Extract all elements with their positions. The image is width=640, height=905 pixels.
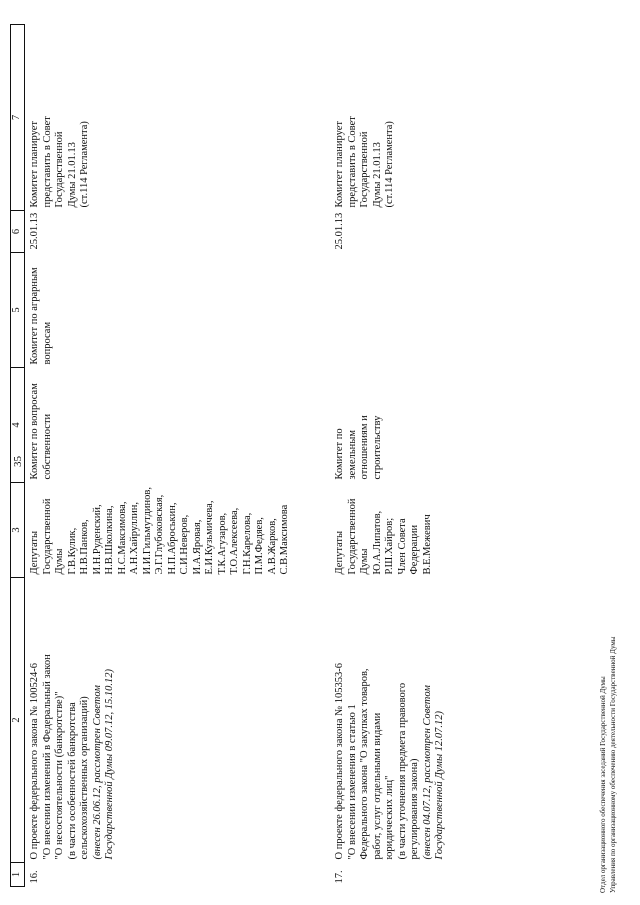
co-executor-committee: [25, 253, 331, 368]
author-line: Э.Г.Глубоковская,: [154, 494, 165, 575]
author-line: А.Н.Хайруллин,: [129, 501, 140, 575]
author-line: Н.В.Школкина,: [104, 505, 115, 575]
author-line: Г.В.Кулик,: [66, 527, 78, 575]
desc-line: (в части особенностей банкротства: [66, 702, 78, 860]
desc-line: О проекте федерального закона № 105353-6: [334, 662, 345, 860]
desc-line: сельскохозяйственных организаций): [79, 696, 90, 860]
note-line: представить в Совет: [41, 116, 53, 208]
header-cell: 3: [11, 483, 25, 578]
author-line: Н.П.Аброськин,: [166, 502, 178, 575]
author-line: И.И.Гильмутдинов,: [141, 487, 153, 575]
date-cell: 25.01.13: [334, 212, 345, 250]
desc-line: "О несостоятельности (банкротстве)": [54, 691, 65, 860]
bills-table: [10, 24, 448, 887]
author-line: Т.К.Агузаров,: [216, 512, 228, 575]
note-line: Государственной: [54, 131, 65, 208]
header-cell: 2: [11, 578, 25, 863]
author-line: Государственной: [346, 498, 358, 575]
note-line: Комитет планирует: [334, 121, 345, 208]
responsible-committee: [330, 368, 448, 483]
desc-italic-line: (внесен 04.07.12, рассмотрен Советом: [421, 685, 433, 860]
author-line: Н.В.Панков,: [79, 519, 90, 575]
committee-line: Комитет по аграрным: [29, 267, 40, 365]
author-line: С.И.Неверов,: [179, 514, 190, 575]
responsible-committee: [25, 368, 331, 483]
desc-line: "О внесении изменения в статью 1: [346, 704, 358, 860]
author-line: Государственной: [41, 498, 53, 575]
desc-line: регулирования закона): [409, 758, 420, 860]
desc-line: (в части уточнения предмета правового: [396, 682, 408, 860]
desc-line: Федерального закона "О закупках товаров,: [359, 668, 370, 860]
bill-authors: [330, 483, 448, 578]
co-executor-committee: [330, 253, 448, 368]
author-line: Р.Ш.Хайров;: [384, 517, 395, 575]
header-cell: 1: [11, 863, 25, 887]
author-line: И.А.Яровая,: [191, 519, 203, 575]
table-row: [25, 25, 331, 887]
header-row: [11, 25, 25, 887]
committee-line: Комитет по вопросам: [29, 383, 40, 480]
desc-line: юридических лиц": [384, 775, 395, 860]
desc-line: работ, услуг отдельными видами: [371, 712, 383, 860]
note-cell: [25, 25, 331, 211]
author-line: Думы: [359, 548, 370, 575]
header-cell: 6: [11, 211, 25, 253]
header-cell: 7: [11, 25, 25, 211]
row-number: 17.: [334, 870, 345, 884]
author-line: С.В.Максимова: [279, 504, 290, 575]
committee-line: вопросам: [41, 321, 53, 365]
committee-line: Комитет по: [334, 428, 345, 480]
author-line: В.Е.Межевич: [421, 514, 433, 575]
note-line: представить в Совет: [346, 116, 358, 208]
author-line: Г.Н.Карелова,: [241, 512, 253, 575]
note-line: Государственной: [359, 131, 370, 208]
author-line: И.Н.Руденский,: [91, 504, 103, 575]
committee-line: земельным: [346, 430, 358, 480]
author-line: Т.О.Алексеева,: [229, 507, 240, 575]
desc-line: "О внесении изменений в Федеральный закон: [41, 654, 53, 860]
row-number: 16.: [29, 870, 40, 884]
desc-italic-line: Государственной Думы 12.07.12): [434, 711, 445, 860]
footer-line: Управления по организационному обеспечению деятельности Государственной Думы: [609, 636, 617, 893]
committee-line: отношениям и: [359, 415, 370, 480]
note-line: Думы 21.01.13: [371, 142, 383, 208]
note-cell: [330, 25, 448, 211]
author-line: Н.С.Максимова,: [116, 501, 128, 575]
date-cell: 25.01.13: [29, 212, 40, 250]
note-line: Комитет планирует: [29, 121, 40, 208]
footer: [598, 193, 618, 893]
author-line: Федерации: [409, 524, 420, 575]
bill-description: [25, 578, 331, 863]
desc-line: О проекте федерального закона № 100524-6: [29, 662, 40, 860]
author-line: П.М.Федяев,: [254, 517, 265, 575]
author-line: Е.И.Кузьмичева,: [204, 500, 215, 575]
author-line: Думы: [54, 548, 65, 575]
committee-line: строительству: [371, 415, 383, 480]
author-line: Депутаты: [29, 530, 40, 575]
committee-line: собственности: [41, 413, 53, 480]
table-row: [330, 25, 448, 887]
desc-italic-line: (внесен 26.06.12, рассмотрен Советом: [91, 685, 103, 860]
author-line: Ю.А.Липатов,: [371, 510, 383, 575]
header-cell: 4: [11, 368, 25, 483]
footer-line: Отдел организационного обеспечения заседаний Государственной Думы: [599, 676, 607, 893]
author-line: Депутаты: [334, 530, 345, 575]
page-number: 35: [12, 456, 24, 467]
bill-authors: [25, 483, 331, 578]
note-line: Думы 21.01.13: [66, 142, 78, 208]
header-cell: 5: [11, 253, 25, 368]
author-line: Член Совета: [396, 518, 408, 575]
author-line: А.В.Жарков,: [266, 518, 278, 575]
note-line: (ст.114 Регламента): [79, 121, 90, 208]
note-line: (ст.114 Регламента): [384, 121, 395, 208]
desc-italic-line: Государственной Думы 09.07.12, 15.10.12): [104, 669, 115, 860]
bill-description: [330, 578, 448, 863]
